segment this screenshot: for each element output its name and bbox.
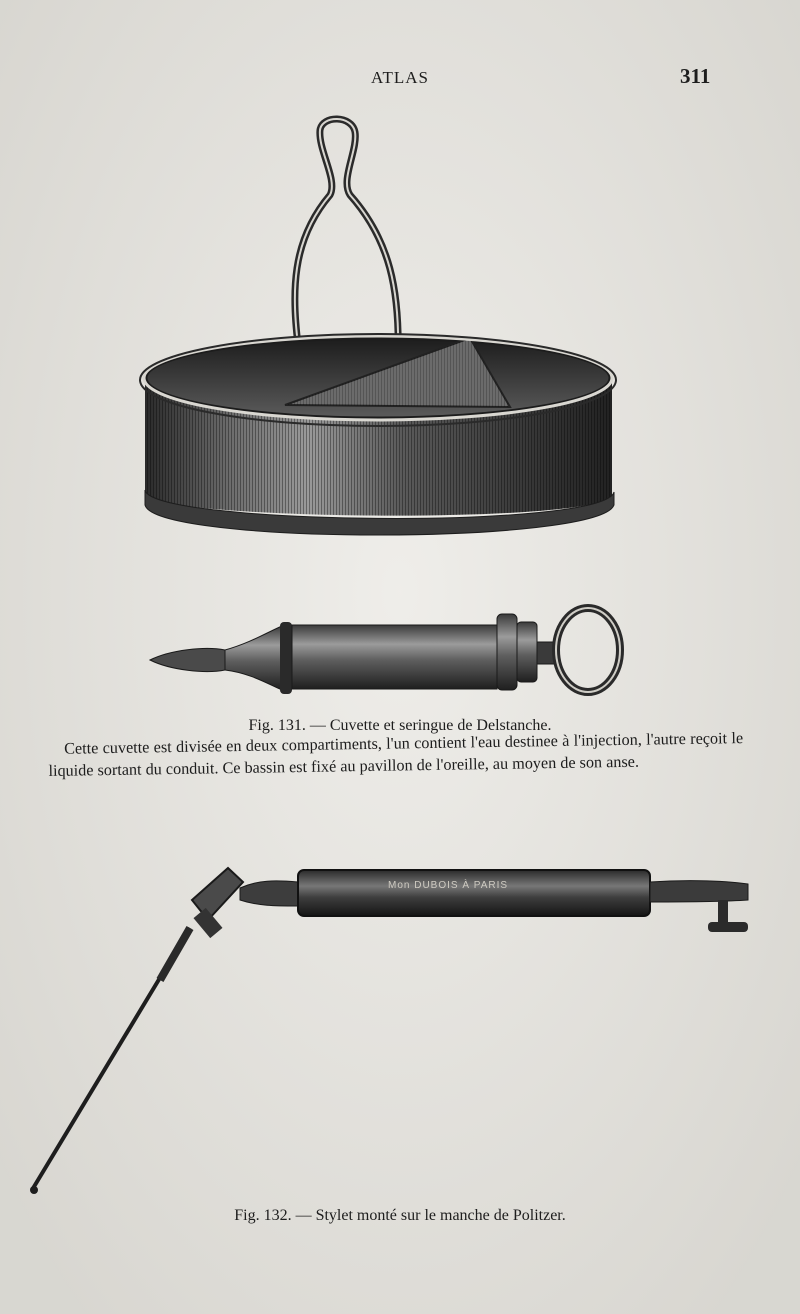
stylet-illustration xyxy=(0,840,800,1200)
running-header: ATLAS xyxy=(371,68,429,87)
handle-engraving: Mon DUBOIS À PARIS xyxy=(388,880,509,891)
figure-131-caption: Fig. 131. — Cuvette et seringue de Delstanche. xyxy=(248,717,552,734)
figure-132-caption: Fig. 132. — Stylet monté sur le manche de Politzer. xyxy=(234,1207,566,1224)
basin-illustration xyxy=(0,0,800,560)
figure-131-description xyxy=(48,727,744,782)
page-number: 311 xyxy=(680,64,711,88)
syringe-illustration xyxy=(0,598,800,718)
description-paragraph: Cette cuvette est divisée en deux compartiments, l'un contient l'eau destinee à l'injection, l'autre reçoit le liquide sortant du conduit. Ce bassin est fixé au pavillon de l'oreille, au moyen de son anse. xyxy=(48,729,744,780)
